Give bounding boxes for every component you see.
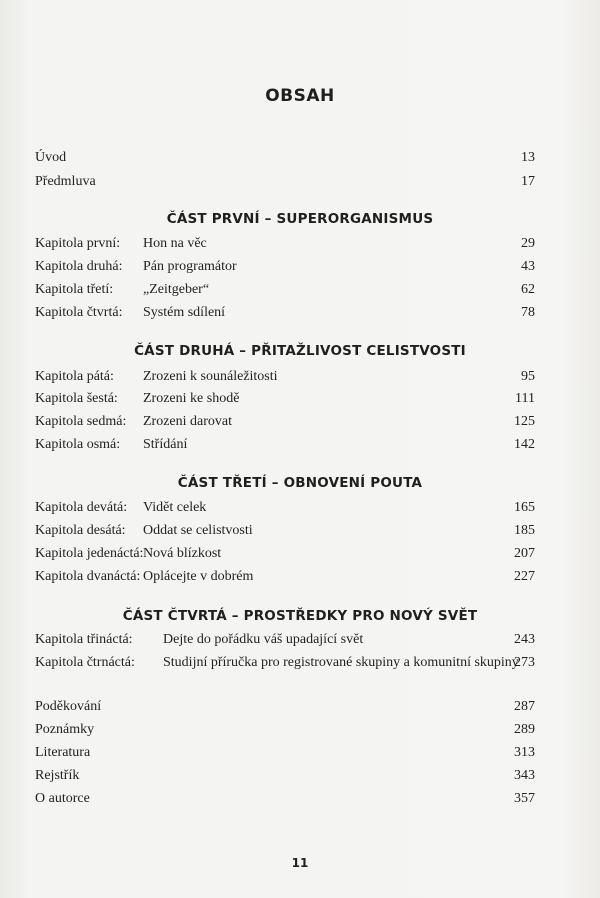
toc-entry <box>35 720 535 740</box>
chapter-label: Kapitola jedenáctá: <box>35 546 144 561</box>
toc-entry <box>35 257 535 277</box>
chapter-name: Zrozeni ke shodě <box>143 391 240 406</box>
chapter-name: Hon na věc <box>143 236 207 251</box>
part-heading: ČÁST PRVNÍ – SUPERORGANISMUS <box>166 211 434 227</box>
toc-entry <box>35 280 535 300</box>
page-title: OBSAH <box>265 86 335 106</box>
entry-page: 273 <box>514 655 535 670</box>
toc-entry <box>35 389 535 409</box>
chapter-name: Nová blízkost <box>143 546 222 561</box>
chapter-name: Střídání <box>143 437 188 452</box>
entry-page: 287 <box>514 699 535 714</box>
chapter-label: Kapitola dvanáctá: <box>35 569 141 584</box>
chapter-name: Dejte do pořádku váš upadající svět <box>163 632 364 647</box>
entry-page: 289 <box>514 722 535 737</box>
entry-name: Předmluva <box>35 174 96 189</box>
entry-page: 313 <box>514 745 535 760</box>
entry-name: Poznámky <box>35 722 95 737</box>
chapter-label: Kapitola první: <box>35 236 121 251</box>
chapter-label: Kapitola třetí: <box>35 282 114 297</box>
entry-name: Poděkování <box>35 699 102 714</box>
chapter-name: Studijní příručka pro registrované skupiny a komunitní skupiny <box>163 655 519 670</box>
entry-page: 125 <box>514 414 535 429</box>
chapter-name: Systém sdílení <box>143 305 226 320</box>
toc-entry <box>35 172 535 192</box>
chapter-name: Oddat se celistvosti <box>143 523 253 538</box>
chapter-label: Kapitola pátá: <box>35 369 114 384</box>
entry-page: 111 <box>515 391 535 406</box>
chapter-label: Kapitola čtvrtá: <box>35 305 123 320</box>
entry-name: Úvod <box>35 150 67 165</box>
chapter-label: Kapitola devátá: <box>35 500 128 515</box>
entry-page: 95 <box>521 369 535 384</box>
toc-entry <box>35 567 535 587</box>
chapter-name: Oplácejte v dobrém <box>143 569 254 584</box>
entry-name: O autorce <box>35 791 90 806</box>
part-heading: ČÁST DRUHÁ – PŘITAŽLIVOST CELISTVOSTI <box>134 343 466 359</box>
toc-entry <box>35 697 535 717</box>
chapter-label: Kapitola šestá: <box>35 391 118 406</box>
toc-entry <box>35 766 535 786</box>
toc-entry <box>35 234 535 254</box>
entry-page: 227 <box>514 569 535 584</box>
chapter-label: Kapitola čtrnáctá: <box>35 655 135 670</box>
entry-page: 43 <box>521 259 535 274</box>
entry-page: 243 <box>514 632 535 647</box>
entry-page: 185 <box>514 523 535 538</box>
toc-entry <box>35 544 535 564</box>
toc-entry <box>35 367 535 387</box>
chapter-label: Kapitola druhá: <box>35 259 123 274</box>
chapter-label: Kapitola desátá: <box>35 523 126 538</box>
entry-page: 29 <box>521 236 535 251</box>
entry-page: 78 <box>521 305 535 320</box>
entry-page: 142 <box>514 437 535 452</box>
toc-entry <box>35 653 535 673</box>
entry-page: 13 <box>521 150 535 165</box>
chapter-label: Kapitola osmá: <box>35 437 121 452</box>
chapter-label: Kapitola třináctá: <box>35 632 133 647</box>
chapter-name: „Zeitgeber“ <box>143 282 210 297</box>
toc-entry <box>35 412 535 432</box>
entry-name: Literatura <box>35 745 91 760</box>
toc-entry <box>35 789 535 809</box>
toc-entry <box>35 498 535 518</box>
toc-entry <box>35 303 535 323</box>
chapter-name: Vidět celek <box>143 500 207 515</box>
entry-page: 357 <box>514 791 535 806</box>
part-heading: ČÁST ČTVRTÁ – PROSTŘEDKY PRO NOVÝ SVĚT <box>122 608 478 624</box>
entry-name: Rejstřík <box>35 768 80 783</box>
part-heading: ČÁST TŘETÍ – OBNOVENÍ POUTA <box>177 475 423 491</box>
chapter-label: Kapitola sedmá: <box>35 414 127 429</box>
toc-entry <box>35 435 535 455</box>
toc-entry <box>35 148 535 168</box>
entry-page: 165 <box>514 500 535 515</box>
chapter-name: Zrozeni k sounáležitosti <box>143 369 278 384</box>
chapter-name: Zrozeni darovat <box>143 414 233 429</box>
toc-entry <box>35 521 535 541</box>
entry-page: 17 <box>521 174 535 189</box>
toc-entry <box>35 630 535 650</box>
entry-page: 207 <box>514 546 535 561</box>
toc-entry <box>35 743 535 763</box>
entry-page: 343 <box>514 768 535 783</box>
entry-page: 62 <box>521 282 535 297</box>
chapter-name: Pán programátor <box>143 259 237 274</box>
page-number: 11 <box>291 856 309 870</box>
